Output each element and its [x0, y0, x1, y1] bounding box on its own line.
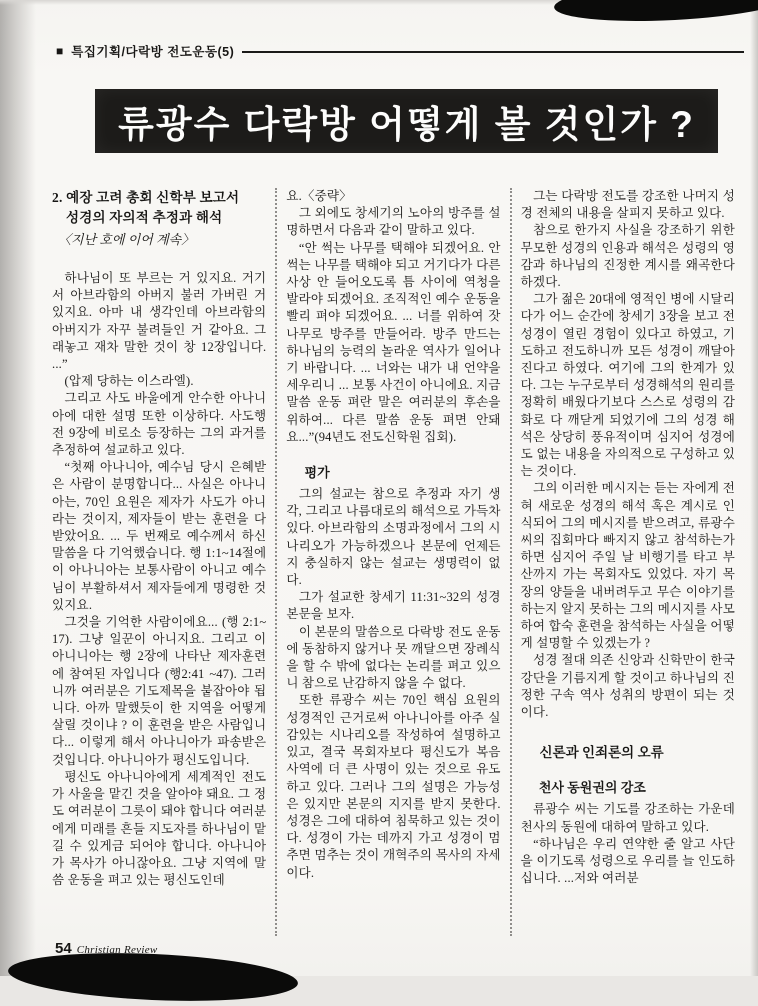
- paragraph: 그는 다락방 전도를 강조한 나머지 성경 전체의 내용을 살피지 못하고 있다.: [520, 189, 735, 221]
- paragraph: “안 썩는 나무를 택해야 되겠어요. 안 썩는 나무를 택해야 되고 거기다가 다른 사상 안 들어오도록 틈 사이에 역청을 발라야 되겠어요. 조직적인 예수 운동을 빨리 펴야 되겠어요. ... 너를 위하여 잣나무로 방주를 만들어라. 방주 만드는 하나님의 능력의 놀라운 역사가 일어나기 바랍니다. ... 너와는 내가 내 언약을 세우리니 ... 보통 사건이 아니에요. 지금 말씀 운동 펴란 말은 여러분의 후손을 위하여... 다른 말씀 운동 펴면 안돼요...”(94년도 전도신학원 집회).: [286, 240, 501, 444]
- scan-edge-right: [750, 0, 758, 976]
- column-left: [52, 188, 275, 936]
- scan-edge-left: [0, 0, 36, 976]
- paragraph: 이 본문의 말씀으로 다락방 전도 운동에 동참하지 않거나 못 깨달으면 장례식을 할 수 밖에 없다는 논리를 펴고 있으니 참으로 난감하지 않을 수 없다.: [286, 624, 501, 691]
- paragraph: 요.〈중략〉: [286, 189, 352, 203]
- section-kicker: [56, 42, 744, 60]
- paragraph: 참으로 한가지 사실을 강조하기 위한 무모한 성경의 인용과 해석은 성령의 영감과 하나님의 진정한 계시를 왜곡한다 하겠다.: [520, 223, 735, 290]
- paragraph: “하나님은 우리 연약한 줄 알고 사단을 이기도록 성령으로 우리를 늘 인도하십니다. ...저와 여러분: [520, 836, 735, 886]
- report-heading-line1: 2. 예장 고려 총회 신학부 보고서: [52, 190, 240, 205]
- paragraph: 성경 절대 의존 신앙과 신학만이 한국 강단을 기름지게 할 것이고 하나님의 진정한 구속 역사 성취의 방편이 되는 것이다.: [520, 653, 735, 720]
- magazine-name: Christian Review: [76, 944, 158, 956]
- paragraph: 그가 젊은 20대에 영적인 병에 시달리다가 어느 순간에 창세기 3장을 보고 전 성경이 열린 경험이 있다고 하였고, 기도하고 전도하니까 모든 성경이 깨달아진다고 하였다. 여기에 그의 한계가 있다. 그는 누구로부터 성경해석의 원리를 정확히 배웠다기보다 스스로 성령의 감화로 다 깨닫게 되었기에 그의 성경 해석은 상당히 풍유적이며 심지어 성경에도 없는 내용을 자의적으로 구성하고 있는 것이다.: [520, 292, 735, 479]
- kicker-rule: [242, 51, 744, 53]
- paragraph: 하나님이 또 부르는 거 있지요. 거기서 아브라함의 아버지 불러 가버린 거 있지요. 아마 내 생각인데 아브라함의 아버지가 자꾸 불려들인 거 같아요. 그래놓고 재차 말한 것이 창 12장입니다. ...”: [52, 271, 267, 372]
- paragraph: 그것을 기억한 사람이에요... (행 2:1~17). 그냥 일꾼이 아니지요. 그리고 이 아니니아는 행 2장에 나타난 제자훈련에 참여된 자입니다 (행2:41 ~47). 그러니까 여러분은 기도제목을 붙잡아야 됩니다. 아까 말했듯이 한 지역을 어떻게 살릴 것이냐 ? 이 훈련을 받은 사람입니다... 이렇게 해서 아나니아가 파송받은 것입니다. 아나니아가 평신도입니다.: [52, 615, 267, 767]
- paragraph: 또한 류광수 씨는 70인 핵심 요원의 성경적인 근거로써 아나니아를 아주 실감있는 시나리오를 작성하여 설명하고 있고, 결국 목회자보다 평신도가 복음 사역에 더 큰 사명이 있는 것으로 유도하고 있다. 그러나 그의 설명은 가능성은 있지만 본문의 지지를 받지 못한다. 성경은 그에 대하여 침묵하고 있는 것이다. 성경이 가는 데까지 가고 성경이 멈추면 멈추는 것이 개혁주의 목사의 자세이다.: [286, 693, 501, 880]
- paragraph: (압제 당하는 이스라엘).: [64, 374, 194, 389]
- article-title-banner: [95, 89, 718, 153]
- kicker-label: 특집기획/다락방 전도운동(5): [71, 45, 235, 59]
- column-right: [510, 188, 744, 936]
- page-number: 54: [55, 940, 72, 957]
- subheading-theology-error: 신론과 인죄론의 오류: [539, 745, 664, 761]
- paragraph: “첫째 아나니아, 예수님 당시 은혜받은 사람이 분명합니다... 사실은 아나니아는, 70인 요원은 제자가 사도가 아니라는 것이지, 제자들이 받는 훈련을 다 받았어요. ... 두 번째로 예수께서 하신 말씀을 다 기억했습니다. 행 1:1~14절에 이 아나니아는 보통사람이 아니고 예수님이 부활하셔서 제자들에게 명령한 것 있지요.: [52, 460, 267, 612]
- paragraph: 그 외에도 창세기의 노아의 방주를 설명하면서 다음과 같이 말하고 있다.: [286, 206, 501, 238]
- paragraph: 평신도 아나니아에게 세계적인 전도가 사울을 맡긴 것을 알아야 돼요. 그 정도 여러분이 그릇이 돼야 합니다 여러분에게 미래를 흔들 지도자를 하나님이 맡길 수 있게금 되어야 합니다. 아나니아가 목사가 아니잖아요. 그냥 지역에 말씀 운동을 펴고 있는 평신도인데: [52, 769, 267, 888]
- article-body: [52, 188, 744, 936]
- paragraph: 그의 설교는 참으로 추정과 자기 생각, 그리고 나름대로의 해석으로 가득차 있다. 아브라함의 소명과정에서 그의 시나리오가 가능하겠으나 본문에 언제든지 충실하지 않는 설교는 생명력이 없다.: [286, 487, 501, 588]
- continuation-note: 〈지난 호에 이어 계속〉: [58, 232, 195, 247]
- paragraph: 류광수 씨는 기도를 강조하는 가운데 천사의 동원에 대하여 말하고 있다.: [520, 802, 735, 834]
- square-bullet-icon: ■: [56, 44, 64, 58]
- paragraph: 그리고 사도 바울에게 안수한 아나니아에 대한 설명 또한 이상하다. 사도행전 9장에 비로소 등장하는 그의 과거를 추정하여 설교하고 있다.: [52, 391, 267, 458]
- article-title: 류광수 다락방 어떻게 볼 것인가 ?: [118, 104, 695, 145]
- subheading-angel-mobilization: 천사 동원권의 강조: [538, 780, 646, 796]
- subheading-evaluation: 평가: [304, 465, 330, 481]
- report-heading-line2: 성경의 자의적 추정과 해석: [66, 210, 223, 225]
- paragraph: 그가 설교한 창세기 11:31~32의 성경본문을 보자.: [286, 590, 501, 622]
- column-middle: [275, 188, 509, 936]
- paragraph: 그의 이러한 메시지는 듣는 자에게 전혀 새로운 성경의 해석 혹은 계시로 인식되어 그의 메시지를 받으려고, 류광수 씨의 집회마다 빠지지 않고 참석하는가 하면 심지어 주일 날 비행기를 타고 부산까지 가는 목회자도 있었다. 자기 목장의 양들을 내버려두고 무슨 이야기를 하는지 알지 못하는 그의 메시지를 사모하여 합숙 훈련을 참석하는 사실을 어떻게 설명할 수 있겠는가 ?: [520, 481, 735, 651]
